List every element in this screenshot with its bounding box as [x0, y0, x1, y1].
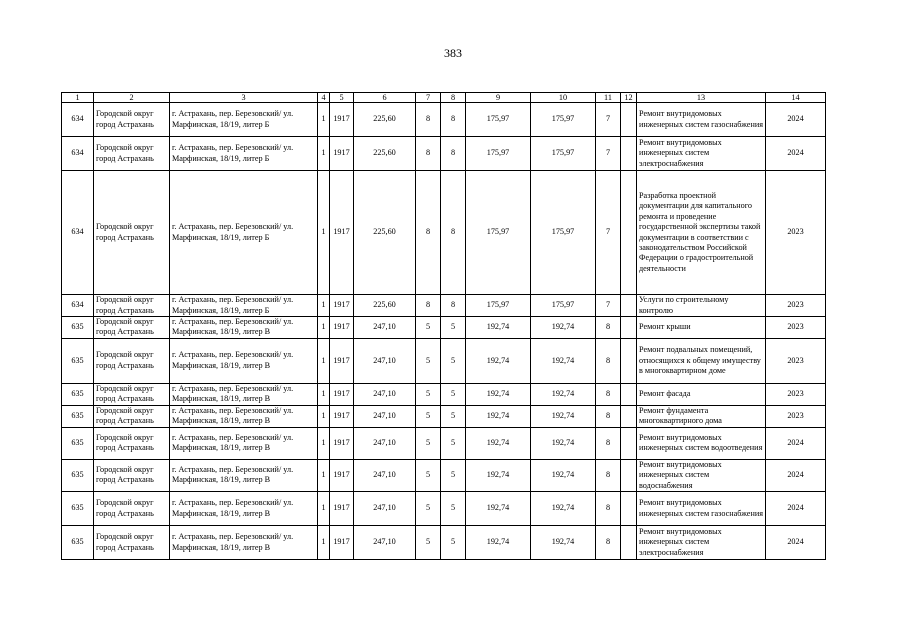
column-number-header: 2	[94, 93, 170, 103]
total-area-cell: 225,60	[354, 137, 416, 171]
municipality-cell: Городской округ город Астрахань	[94, 405, 170, 427]
address-cell: г. Астрахань, пер. Березовский/ ул. Марфинская, 18/19, литер Б	[170, 295, 318, 317]
column-9-cell: 192,74	[466, 317, 531, 339]
table-row	[62, 459, 826, 491]
total-area-cell: 225,60	[354, 295, 416, 317]
column-11-cell: 7	[596, 171, 621, 295]
address-cell: г. Астрахань, пер. Березовский/ ул. Марфинская, 18/19, литер В	[170, 317, 318, 339]
build-year-cell: 1917	[330, 383, 354, 405]
total-area-cell: 247,10	[354, 405, 416, 427]
municipality-cell: Городской округ город Астрахань	[94, 427, 170, 459]
column-8-cell: 8	[441, 103, 466, 137]
column-number-header: 11	[596, 93, 621, 103]
column-number-header: 9	[466, 93, 531, 103]
total-area-cell: 247,10	[354, 383, 416, 405]
municipality-cell: Городской округ город Астрахань	[94, 137, 170, 171]
column-11-cell: 8	[596, 492, 621, 526]
row-number-cell: 634	[62, 103, 94, 137]
table-row	[62, 137, 826, 171]
address-cell: г. Астрахань, пер. Березовский/ ул. Марфинская, 18/19, литер Б	[170, 137, 318, 171]
column-7-cell: 5	[416, 383, 441, 405]
table-row	[62, 492, 826, 526]
column-11-cell: 8	[596, 405, 621, 427]
column-9-cell: 192,74	[466, 338, 531, 383]
repair-work-cell: Ремонт подвальных помещений, относящихся к общему имуществу в многоквартирном доме	[637, 338, 766, 383]
planned-year-cell: 2024	[766, 137, 826, 171]
municipality-cell: Городской округ город Астрахань	[94, 526, 170, 560]
table-row	[62, 295, 826, 317]
column-7-cell: 5	[416, 405, 441, 427]
column-8-cell: 5	[441, 383, 466, 405]
address-cell: г. Астрахань, пер. Березовский/ ул. Марфинская, 18/19, литер В	[170, 526, 318, 560]
table-row	[62, 103, 826, 137]
municipality-cell: Городской округ город Астрахань	[94, 317, 170, 339]
column-11-cell: 7	[596, 137, 621, 171]
build-year-cell: 1917	[330, 427, 354, 459]
total-area-cell: 247,10	[354, 492, 416, 526]
build-year-cell: 1917	[330, 171, 354, 295]
column-4-cell: 1	[318, 383, 330, 405]
planned-year-cell: 2023	[766, 295, 826, 317]
column-8-cell: 8	[441, 295, 466, 317]
column-7-cell: 8	[416, 103, 441, 137]
total-area-cell: 247,10	[354, 317, 416, 339]
column-12-cell	[621, 137, 637, 171]
column-7-cell: 8	[416, 295, 441, 317]
column-4-cell: 1	[318, 427, 330, 459]
column-7-cell: 5	[416, 526, 441, 560]
column-number-header: 12	[621, 93, 637, 103]
row-number-cell: 635	[62, 338, 94, 383]
repair-work-cell: Ремонт фундамента многоквартирного дома	[637, 405, 766, 427]
column-10-cell: 175,97	[531, 137, 596, 171]
column-8-cell: 5	[441, 492, 466, 526]
repair-work-cell: Услуги по строительному контролю	[637, 295, 766, 317]
column-8-cell: 5	[441, 405, 466, 427]
column-11-cell: 8	[596, 383, 621, 405]
build-year-cell: 1917	[330, 492, 354, 526]
column-8-cell: 8	[441, 171, 466, 295]
municipality-cell: Городской округ город Астрахань	[94, 383, 170, 405]
column-11-cell: 8	[596, 427, 621, 459]
row-number-cell: 635	[62, 492, 94, 526]
column-number-header: 6	[354, 93, 416, 103]
row-number-cell: 635	[62, 526, 94, 560]
column-10-cell: 192,74	[531, 492, 596, 526]
row-number-cell: 634	[62, 295, 94, 317]
column-9-cell: 175,97	[466, 295, 531, 317]
column-8-cell: 5	[441, 427, 466, 459]
row-number-cell: 635	[62, 383, 94, 405]
column-12-cell	[621, 492, 637, 526]
table-row	[62, 338, 826, 383]
column-8-cell: 5	[441, 459, 466, 491]
planned-year-cell: 2023	[766, 338, 826, 383]
planned-year-cell: 2024	[766, 427, 826, 459]
municipality-cell: Городской округ город Астрахань	[94, 492, 170, 526]
address-cell: г. Астрахань, пер. Березовский/ ул. Марфинская, 18/19, литер В	[170, 459, 318, 491]
municipality-cell: Городской округ город Астрахань	[94, 459, 170, 491]
column-7-cell: 5	[416, 338, 441, 383]
address-cell: г. Астрахань, пер. Березовский/ ул. Марфинская, 18/19, литер В	[170, 383, 318, 405]
column-number-header: 4	[318, 93, 330, 103]
column-number-header: 7	[416, 93, 441, 103]
column-9-cell: 192,74	[466, 526, 531, 560]
column-8-cell: 5	[441, 338, 466, 383]
row-number-cell: 635	[62, 427, 94, 459]
build-year-cell: 1917	[330, 317, 354, 339]
column-8-cell: 8	[441, 137, 466, 171]
total-area-cell: 247,10	[354, 427, 416, 459]
row-number-cell: 635	[62, 317, 94, 339]
column-4-cell: 1	[318, 317, 330, 339]
column-12-cell	[621, 405, 637, 427]
column-10-cell: 192,74	[531, 383, 596, 405]
repair-work-cell: Ремонт внутридомовых инженерных систем газоснабжения	[637, 492, 766, 526]
planned-year-cell: 2023	[766, 171, 826, 295]
column-7-cell: 5	[416, 317, 441, 339]
column-number-header: 8	[441, 93, 466, 103]
build-year-cell: 1917	[330, 295, 354, 317]
planned-year-cell: 2023	[766, 317, 826, 339]
column-7-cell: 8	[416, 171, 441, 295]
column-4-cell: 1	[318, 295, 330, 317]
row-number-cell: 634	[62, 137, 94, 171]
table-row	[62, 405, 826, 427]
capital-repair-table	[61, 92, 826, 560]
column-10-cell: 192,74	[531, 405, 596, 427]
column-12-cell	[621, 103, 637, 137]
column-10-cell: 192,74	[531, 526, 596, 560]
table-row	[62, 171, 826, 295]
build-year-cell: 1917	[330, 459, 354, 491]
column-9-cell: 175,97	[466, 103, 531, 137]
address-cell: г. Астрахань, пер. Березовский/ ул. Марфинская, 18/19, литер В	[170, 492, 318, 526]
column-8-cell: 5	[441, 526, 466, 560]
planned-year-cell: 2024	[766, 492, 826, 526]
row-number-cell: 635	[62, 405, 94, 427]
repair-work-cell: Ремонт внутридомовых инженерных систем водоотведения	[637, 427, 766, 459]
column-9-cell: 192,74	[466, 459, 531, 491]
repair-work-cell: Ремонт фасада	[637, 383, 766, 405]
column-11-cell: 8	[596, 459, 621, 491]
column-11-cell: 8	[596, 317, 621, 339]
table-row	[62, 383, 826, 405]
build-year-cell: 1917	[330, 405, 354, 427]
address-cell: г. Астрахань, пер. Березовский/ ул. Марфинская, 18/19, литер Б	[170, 171, 318, 295]
column-12-cell	[621, 459, 637, 491]
column-11-cell: 8	[596, 526, 621, 560]
row-number-cell: 635	[62, 459, 94, 491]
municipality-cell: Городской округ город Астрахань	[94, 338, 170, 383]
repair-work-cell: Ремонт внутридомовых инженерных систем газоснабжения	[637, 103, 766, 137]
column-number-header: 3	[170, 93, 318, 103]
column-4-cell: 1	[318, 492, 330, 526]
column-9-cell: 192,74	[466, 492, 531, 526]
column-4-cell: 1	[318, 526, 330, 560]
address-cell: г. Астрахань, пер. Березовский/ ул. Марфинская, 18/19, литер Б	[170, 103, 318, 137]
planned-year-cell: 2023	[766, 405, 826, 427]
address-cell: г. Астрахань, пер. Березовский/ ул. Марфинская, 18/19, литер В	[170, 338, 318, 383]
planned-year-cell: 2023	[766, 383, 826, 405]
municipality-cell: Городской округ город Астрахань	[94, 295, 170, 317]
municipality-cell: Городской округ город Астрахань	[94, 103, 170, 137]
column-number-header: 10	[531, 93, 596, 103]
column-number-header: 5	[330, 93, 354, 103]
total-area-cell: 225,60	[354, 171, 416, 295]
column-10-cell: 175,97	[531, 103, 596, 137]
header-row	[62, 93, 826, 103]
column-4-cell: 1	[318, 171, 330, 295]
build-year-cell: 1917	[330, 526, 354, 560]
column-10-cell: 192,74	[531, 317, 596, 339]
address-cell: г. Астрахань, пер. Березовский/ ул. Марфинская, 18/19, литер В	[170, 427, 318, 459]
column-9-cell: 192,74	[466, 383, 531, 405]
column-9-cell: 175,97	[466, 171, 531, 295]
repair-work-cell: Разработка проектной документации для капитального ремонта и проведение государственной экспертизы такой документации в соответствии с законодательством Российской Федерации о градостроительной деятельности	[637, 171, 766, 295]
column-12-cell	[621, 383, 637, 405]
build-year-cell: 1917	[330, 137, 354, 171]
column-4-cell: 1	[318, 137, 330, 171]
column-9-cell: 192,74	[466, 405, 531, 427]
column-8-cell: 5	[441, 317, 466, 339]
column-10-cell: 175,97	[531, 171, 596, 295]
row-number-cell: 634	[62, 171, 94, 295]
total-area-cell: 247,10	[354, 459, 416, 491]
table-row	[62, 317, 826, 339]
column-10-cell: 192,74	[531, 459, 596, 491]
column-12-cell	[621, 427, 637, 459]
column-12-cell	[621, 338, 637, 383]
column-10-cell: 175,97	[531, 295, 596, 317]
column-number-header: 13	[637, 93, 766, 103]
column-10-cell: 192,74	[531, 427, 596, 459]
column-4-cell: 1	[318, 405, 330, 427]
build-year-cell: 1917	[330, 338, 354, 383]
column-10-cell: 192,74	[531, 338, 596, 383]
column-4-cell: 1	[318, 103, 330, 137]
planned-year-cell: 2024	[766, 103, 826, 137]
municipality-cell: Городской округ город Астрахань	[94, 171, 170, 295]
column-number-header: 14	[766, 93, 826, 103]
total-area-cell: 247,10	[354, 526, 416, 560]
column-7-cell: 5	[416, 459, 441, 491]
column-number-header: 1	[62, 93, 94, 103]
repair-work-cell: Ремонт внутридомовых инженерных систем водоснабжения	[637, 459, 766, 491]
planned-year-cell: 2024	[766, 526, 826, 560]
column-7-cell: 8	[416, 137, 441, 171]
repair-work-cell: Ремонт внутридомовых инженерных систем электроснабжения	[637, 526, 766, 560]
column-11-cell: 7	[596, 103, 621, 137]
total-area-cell: 247,10	[354, 338, 416, 383]
column-12-cell	[621, 171, 637, 295]
page-number: 383	[444, 46, 462, 60]
column-12-cell	[621, 295, 637, 317]
table-row	[62, 427, 826, 459]
repair-work-cell: Ремонт крыши	[637, 317, 766, 339]
table-row	[62, 526, 826, 560]
build-year-cell: 1917	[330, 103, 354, 137]
planned-year-cell: 2024	[766, 459, 826, 491]
column-9-cell: 192,74	[466, 427, 531, 459]
column-4-cell: 1	[318, 459, 330, 491]
column-11-cell: 8	[596, 338, 621, 383]
column-12-cell	[621, 526, 637, 560]
address-cell: г. Астрахань, пер. Березовский/ ул. Марфинская, 18/19, литер В	[170, 405, 318, 427]
column-11-cell: 7	[596, 295, 621, 317]
column-9-cell: 175,97	[466, 137, 531, 171]
column-7-cell: 5	[416, 427, 441, 459]
column-4-cell: 1	[318, 338, 330, 383]
column-7-cell: 5	[416, 492, 441, 526]
total-area-cell: 225,60	[354, 103, 416, 137]
repair-work-cell: Ремонт внутридомовых инженерных систем электроснабжения	[637, 137, 766, 171]
column-12-cell	[621, 317, 637, 339]
